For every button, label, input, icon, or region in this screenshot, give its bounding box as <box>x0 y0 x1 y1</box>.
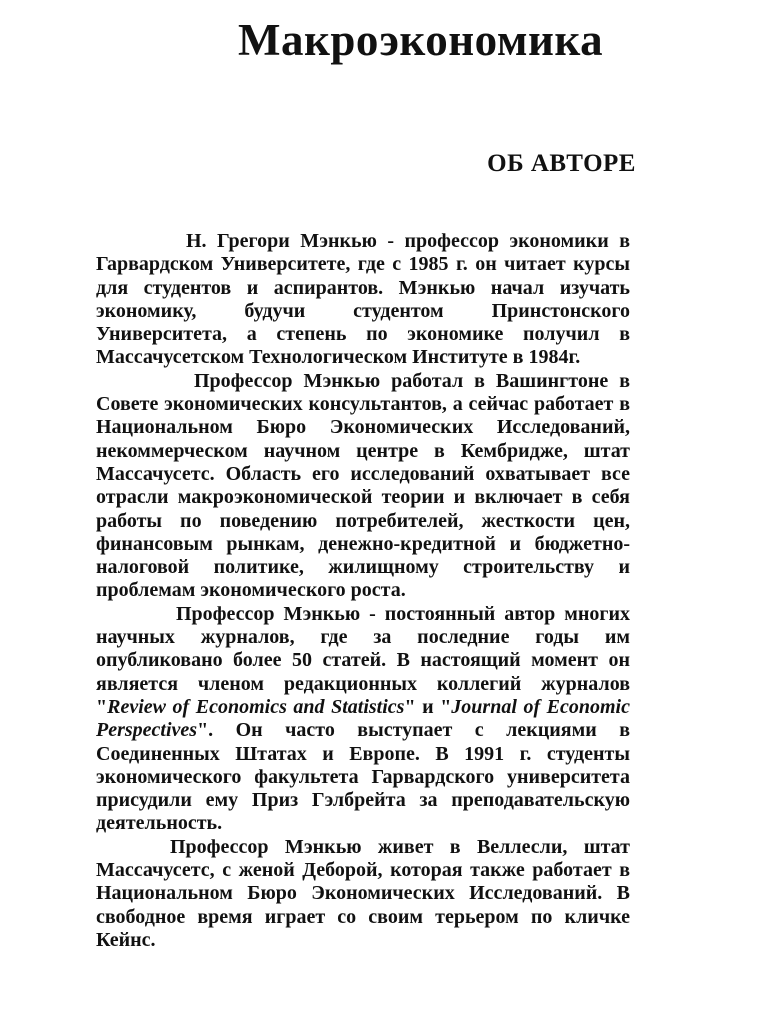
paragraph-publications-after: ". Он часто выступает с лекциями в Соединенных Штатах и Европе. В 1991 г. студенты экономического факультета Гарвардского университета присудили ему Приз Гэлбрейта за преподавательскую деятельность. <box>96 719 630 835</box>
paragraph-publications-middle: " и " <box>404 695 452 718</box>
journal-title-review: Review of Economics and Statistics <box>107 695 405 718</box>
about-author-text <box>96 230 630 952</box>
paragraph-personal: Профессор Мэнкью живет в Веллесли, штат Массачусетс, с женой Деборой, которая также работает в Национальном Бюро Экономических Исследований. В свободное время играет со своим терьером по кличке Кейнс. <box>96 835 630 951</box>
paragraph-education: Н. Грегори Мэнкью - профессор экономики в Гарвардском Университете, где с 1985 г. он читает курсы для студентов и аспирантов. Мэнкью начал изучать экономику, будучи студентом Принстонского Университета, а степень по экономике получил в Массачусетском Технологическом Институте в 1984г. <box>96 230 630 369</box>
paragraph-publications-before: Профессор Мэнкью - постоянный автор многих научных журналов, где за последние годы им опубликовано более 50 статей. В настоящий момент он является членом редакционных коллегий журналов " <box>96 602 630 718</box>
section-title: ОБ АВТОРЕ <box>487 150 636 177</box>
paragraph-publications <box>96 603 630 836</box>
book-title: Макроэкономика <box>238 15 604 65</box>
paragraph-career: Профессор Мэнкью работал в Вашингтоне в Совете экономических консультантов, а сейчас работает в Национальном Бюро Экономических Исследований, некоммерческом научном центре в Кембридже, штат Массачусетс. Область его исследований охватывает все отрасли макроэкономической теории и включает в себя работы по поведению потребителей, жесткости цен, финансовым рынкам, денежно-кредитной и бюджетно-налоговой политике, жилищному строительству и проблемам экономического роста. <box>96 369 630 602</box>
journal-title-perspectives: Journal of Economic Perspectives <box>96 695 630 742</box>
